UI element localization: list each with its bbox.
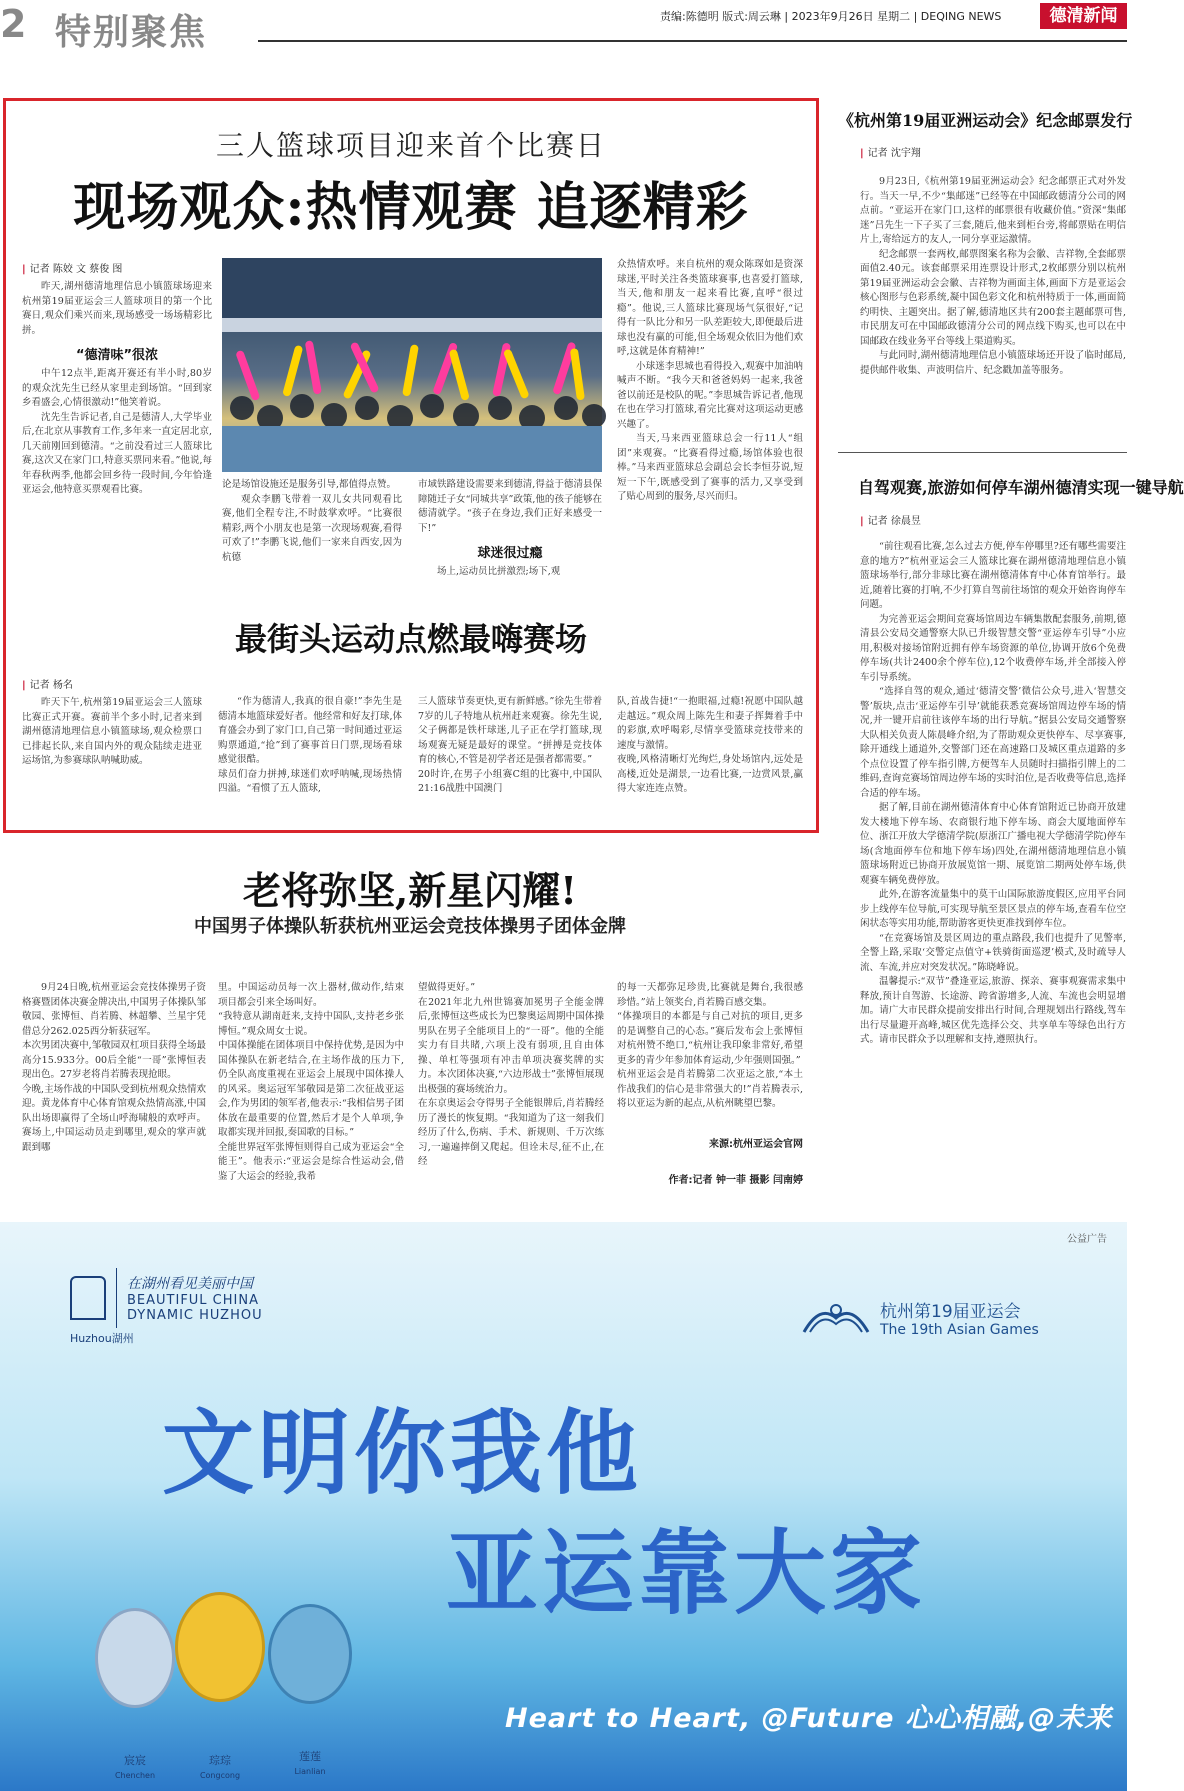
article2-byline: | 记者 杨名	[22, 676, 73, 691]
right-column-divider	[838, 452, 1127, 453]
right-article1-body	[860, 175, 1126, 378]
paragraph: 论是场馆设施还是服务引导,都值得点赞。	[222, 479, 397, 490]
article3-column-4	[617, 962, 803, 1205]
article3-headline: 老将弥坚,新星闪耀!	[243, 868, 577, 913]
right-article2-byline: | 记者 徐晨昱	[860, 512, 921, 527]
right-article2-body	[860, 540, 1126, 1048]
paragraph: 众热情欢呼。来自杭州的观众陈琛如是资深球迷,平时关注各类篮球赛事,也喜爱打篮球,当天,他和朋友一起来看比赛,直呼“很过瘾”。他说,三人篮球比赛现场气氛很好,“记得有一队比分和另一队差距较大,即便最后进球也没有赢的可能,但全场观众依旧为他们欢呼,这就是体育精神!”	[617, 259, 803, 357]
public-service-ad	[0, 1222, 1127, 1791]
article2-column-1	[22, 696, 202, 769]
paragraph: 当天,马来西亚篮球总会一行11人“组团”来观赛。“比赛看得过瘾,场馆体验也很棒。”马来西亚篮球总会副总会长李恒芬说,短短一下午,既感受到了赛事的活力,又享受到了贴心周到的服务,尽兴而归。	[617, 433, 803, 502]
asian-games-en: The 19th Asian Games	[880, 1322, 1039, 1338]
lead-column-4	[617, 258, 803, 505]
paragraph: “前往观看比赛,怎么过去方便,停车停哪里?还有哪些需要注意的地方?”杭州亚运会三人篮球比赛在湖州德清地理信息小镇篮球场举行,部分非球比赛在湖州德清体育中心体育馆举行。最近,随着比赛的打响,不少打算自驾前往场馆的观众开始咨询停车问题。	[860, 541, 1126, 610]
source-credit: 来源:杭州亚运会官网	[709, 1138, 803, 1150]
paragraph: 昨天下午,杭州第19届亚运会三人篮球比赛正式开赛。赛前半个多小时,记者来到湖州德清地理信息小镇篮球场,观众检票口已排起长队,来自国内外的观众陆续走进亚运场馆,为参赛球队呐喊助威。	[22, 697, 202, 766]
ad-tagline: Heart to Heart, @Future 心心相融,@未来	[505, 1703, 1113, 1734]
article3-subheadline: 中国男子体操队斩获杭州亚运会竞技体操男子团体金牌	[194, 916, 626, 937]
mascot-chenchen	[95, 1608, 175, 1708]
huzhou-logo	[70, 1268, 263, 1346]
right-article1-headline: 《杭州第19届亚洲运动会》纪念邮票发行	[838, 111, 1133, 130]
masthead-logo: 德清新闻	[1040, 3, 1127, 29]
mascot-name-chenchen: 宸宸 Chenchen	[114, 1754, 156, 1780]
section-title: 特别聚焦	[55, 12, 208, 53]
paragraph: 纪念邮票一套两枚,邮票图案名称为会徽、吉祥物,全套邮票面值2.40元。该套邮票采用连票设计形式,2枚邮票分别以杭州第19届亚洲运动会会徽、吉祥物为画面主体,画面下方是亚运会核心图形与色彩系统,凝中国色彩文化和杭州特质于一体,画面简约明快、主题突出。据了解,德清地区共有200套主题邮票可售,市民朋友可在中国邮政德清分公司的网点线下购买,也可以在中国邮政在线业务平台等线上渠道购买。	[860, 248, 1126, 347]
paragraph: 此外,在游客流量集中的莫干山国际旅游度假区,应用平台同步上线停车位导航,可实现导航至景区景点的停车场,查看车位空闲状态等实用功能,帮助游客更快更准找到停车位。	[860, 889, 1126, 929]
mascot-congcong	[175, 1592, 265, 1702]
paragraph: 昨天,湖州德清地理信息小镇篮球场迎来杭州第19届亚运会三人篮球项目的第一个比赛日,观众们乘兴而来,现场感受一场场精彩比拼。	[22, 281, 212, 336]
subhead: 球迷很过瘾	[477, 546, 543, 561]
huzhou-slogan-en1: BEAUTIFUL CHINA	[127, 1293, 259, 1308]
basketball-crowd-photo	[222, 258, 602, 472]
crowd-illustration	[222, 258, 602, 472]
article3-column-2	[218, 962, 404, 1203]
lead-headline: 现场观众:热情观赛 追逐精彩	[73, 177, 749, 238]
paragraph: 沈先生告诉记者,自己是德清人,大学毕业后,在北京从事教育工作,多年来一直定居北京,几天前刚回到德清。“之前没看过三人篮球比赛,这次又在家门口,特意买票同来看。”他说,每年春秋两季,他都会回乡待一段时间,今年恰逢亚运会,他特意买票观看比赛。	[22, 411, 212, 495]
article2-column-3	[418, 676, 602, 816]
paragraph: “作为德清人,我真的很自豪!”李先生是德清本地篮球爱好者。他经常和好友打球,体育盛会办到了家门口,自己第一时间通过亚运购票通道,“抢”到了赛事首日门票,现场看球感觉很酷。 球员们奋力拼搏,球迷们欢呼呐喊,现场热情四溢。“看惯了五人篮球,	[218, 696, 402, 794]
huzhou-slogan-cn: 在湖州看见美丽中国	[127, 1276, 253, 1292]
article2-column-4	[617, 676, 803, 816]
mascot-name-lianlian: 莲莲 Lianlian	[294, 1750, 326, 1776]
paragraph: 与此同时,湖州德清地理信息小镇篮球场还开设了临时邮局,提供邮件收集、声波明信片、纪念戳加盖等服务。	[860, 350, 1126, 376]
paragraph: 市域铁路建设需要来到德清,得益于德清县保障随迁子女“同城共享”政策,他的孩子能够在德清就学。“孩子在身边,我们正好来感受一下!”	[418, 479, 602, 534]
article3-column-1	[22, 962, 206, 1174]
asian-games-logo	[800, 1297, 1039, 1338]
article2-column-2	[218, 676, 402, 816]
huzhou-brand: Huzhou湖州	[70, 1332, 134, 1345]
paragraph: 9月24日晚,杭州亚运会竞技体操男子资格赛暨团体决赛金牌决出,中国男子体操队邹敬园、张博恒、肖若腾、林超攀、兰星宇凭借总分262.025西分斩获冠军。 本次男团决赛中,邹敬园双杠项目获得全场最高分15.933分。00后全能“一哥”张博恒表现出色。27岁老将肖若腾表现抢眼。 今晚,主场作战的中国队受到杭州观众热情欢迎。黄龙体育中心体育馆观众热情高涨,中国队出场即赢得了全场山呼海啸般的欢呼声。赛场上,中国运动员走到哪里,观众的掌声就跟到哪	[22, 982, 206, 1153]
header-meta: 责编:陈德明 版式:周云琳 | 2023年9月26日 星期二 | DEQING NEWS	[660, 10, 1002, 23]
header-rule	[258, 40, 1127, 42]
lead-byline: | 记者 陈姣 文 蔡俊 图	[22, 260, 122, 275]
author-credit: 作者:记者 钟一菲 摄影 闫南婷	[668, 1174, 803, 1186]
asian-games-cn: 杭州第19届亚运会	[880, 1302, 1021, 1322]
paragraph: 观众李鹏飞带着一双儿女共同观看比赛,他们全程专注,不时鼓掌欢呼。“比赛很精彩,两个小朋友也是第一次现场观赛,看得可欢了!”李鹏飞说,他们一家来自西安,因为杭德	[222, 493, 402, 563]
article2-headline: 最街头运动点燃最嗨赛场	[234, 620, 587, 658]
asian-games-emblem-icon	[800, 1298, 872, 1338]
paragraph: 9月23日,《杭州第19届亚洲运动会》纪念邮票正式对外发行。当天一早,不少“集邮迷”已经等在中国邮政德清分公司的网点前。“亚运开在家门口,这样的邮票很有收藏价值。”资深“集邮迷”吕先生一下子买了三套,随后,他来到柜台旁,将邮票贴在明信片上,寄给远方的友人,一同分享亚运激情。	[860, 176, 1126, 245]
mascot-lianlian	[268, 1604, 352, 1704]
paragraph: 据了解,目前在湖州德清体育中心体育馆附近已协商开放建发大楼地下停车场、农商银行地下停车场、商会大厦地面停车位、浙江开放大学德清学院(原浙江广播电视大学德清学院)停车场(含地面停车位和地下停车场)四处,在湖州德清地理信息小镇篮球场附近已协商开放展览馆一期、展览馆二期两处停车场,供观赛车辆免费停放。	[860, 802, 1126, 886]
lead-column-1	[22, 280, 212, 498]
mascot-name-congcong: 琮琮 Congcong	[199, 1754, 241, 1780]
lead-column-3	[418, 478, 602, 580]
ad-slogan-line2: 亚运靠大家	[446, 1520, 927, 1627]
lead-column-2	[222, 478, 402, 565]
paragraph: 三人篮球节奏更快,更有新鲜感。”徐先生带着7岁的儿子特地从杭州赶来观赛。徐先生说,父子俩都是铁杆球迷,儿子正在学打篮球,现场观赛无疑是最好的课堂。“拼搏是竞技体育的核心,不管是初学者还是强者都需要。” 20时许,在男子小组赛C组的比赛中,中国队21:16战胜中国澳门	[418, 696, 602, 794]
pagoda-icon	[70, 1276, 106, 1320]
right-article2-headline: 自驾观赛,旅游如何停车湖州德清实现一键导航	[858, 478, 1184, 497]
paragraph: 为完善亚运会期间竞赛场馆周边车辆集散配套服务,前期,德清县公安局交通警察大队已升级智慧交警“亚运停车引导”小应用,积极对接场馆附近拥有停车场资源的单位,协调开放6个免费停车场(共计2400余个停车位),12个收费停车场,并全部接入停车引导系统。	[860, 613, 1126, 683]
paragraph: “在竞赛场馆及景区周边的重点路段,我们也提升了见警率,全警上路,采取‘交警定点值守+铁骑街面巡逻’模式,及时疏导人流、车流,并应对突发状况。”陈晓峰说。	[860, 932, 1126, 973]
ad-slogan-line1: 文明你我他	[162, 1400, 643, 1507]
lead-kicker: 三人篮球项目迎来首个比赛日	[215, 129, 606, 162]
ad-label: 公益广告	[1067, 1234, 1107, 1245]
paragraph: 的每一天都弥足珍贵,比赛就是舞台,我很感珍惜。”站上领奖台,肖若腾百感交集。 “体操项目的本都是与自己对抗的项目,更多的是调整自己的心态。”赛后发布会上张博恒对杭州赞不绝口,“杭州让我印象非常好,希望更多的青少年参加体育运动,少年强则国强。” 杭州亚运会是肖若腾第二次亚运之旅,“本土作战我们的信心是非常强大的!”肖若腾表示,将以亚运为新的起点,从杭州眺望巴黎。	[617, 982, 803, 1109]
huzhou-slogan-en2: DYNAMIC HUZHOU	[127, 1308, 263, 1323]
subhead: “德清味”很浓	[75, 348, 159, 363]
right-article1-byline: | 记者 沈宇翔	[860, 144, 921, 159]
paragraph: 望做得更好。” 在2021年北九州世锦赛加冕男子全能金牌后,张博恒这些成长为巴黎奥运周期中国体操男队在男子全能项目上的“一哥”。他的全能实力有目共睹,六项上没有弱项,且自由体操、单杠等强项有冲击单项决赛奖牌的实力。本次团体决赛,“六边形战士”张博恒展现出极强的赛场统治力。 在东京奥运会夺得男子全能银牌后,肖若腾经历了漫长的恢复期。“我知道为了这一刻我们经历了什么,伤病、手术、新规则、千万次练习,一遍遍摔倒又爬起。但诠未尽,征不止,在经	[418, 982, 604, 1167]
paragraph: 温馨提示:“双节”叠逢亚运,旅游、探亲、赛事观赛需求集中释放,预计自驾游、长途游、跨省游增多,人流、车流也会明显增加。请广大市民群众提前安排出行时间,合理规划出行路线,驾车出行尽量避开高峰,城区优先选择公交、共享单车等绿色出行方式。请市民群众予以理解和支持,遵照执行。	[860, 976, 1126, 1045]
paragraph: 中午12点半,距离开赛还有半小时,80岁的观众沈先生已经从家里走到场馆。“回到家乡看盛会,心情很激动!”他笑着说。	[22, 368, 212, 408]
paragraph: “选择自驾的观众,通过‘德清交警’微信公众号,进入‘智慧交警’版块,点击‘亚运停车引导’就能获悉竞赛场馆周边停车场的情况,并一键开启前往该停车场的出行导航。”据县公安局交通警察大队相关负责人陈晨峰介绍,为了帮助观众更快停车、尽享赛事,除开通线上通道外,交警部门还在高速路口及城区重点道路的多个点位设置了停车指引牌,方便驾车人员随时扫描指引牌上的二维码,查询竞赛场馆周边停车场的实时泊位,是否收费等信息,选择合适的停车场。	[860, 686, 1126, 799]
article3-column-3	[418, 962, 604, 1189]
paragraph: 场上,运动员比拼激烈;场下,观	[437, 566, 561, 577]
paragraph: 队,首战告捷!“一抱眼福,过瘾!祝愿中国队越走越远。”观众周上陈先生和妻子挥舞着手中的彩旗,欢呼喝彩,尽情享受篮球竞技带来的速度与激情。 夜晚,风格清晰灯光绚烂,身处场馆内,远处是高楼,近处是湖景,一边看比赛,一边赏风景,赢得大家连连点赞。	[617, 696, 803, 794]
paragraph: 里。中国运动员每一次上器材,做动作,结束项目都会引来全场叫好。 “我特意从湖南赶来,支持中国队,支持老乡张博恒。”观众周女士说。 中国体操能在团体项目中保持优势,是因为中国体操队在新老结合,在主场作战的压力下,仍全队高度重视在亚运会上展现中国体操人的风采。奥运冠军邹敬园是第二次征战亚运会,作为男团的领军者,他表示:“我相信男子团体放在最重要的位置,然后才是个人单项,争取都实现并回报,奏国歌的目标。” 全能世界冠军张博恒则得自己成为亚运会“全能王”。他表示:“亚运会是综合性运动会,借鉴了大运会的经验,我希	[218, 982, 404, 1182]
page-number: 2	[0, 2, 27, 46]
paragraph: 小球迷李思城也看得投入,观赛中加油呐喊声不断。“我今天和爸爸妈妈一起来,我爸爸以前还是校队的呢。”李思城告诉记者,他现在也在学习打篮球,看完比赛对这项运动更感兴趣了。	[617, 360, 803, 430]
